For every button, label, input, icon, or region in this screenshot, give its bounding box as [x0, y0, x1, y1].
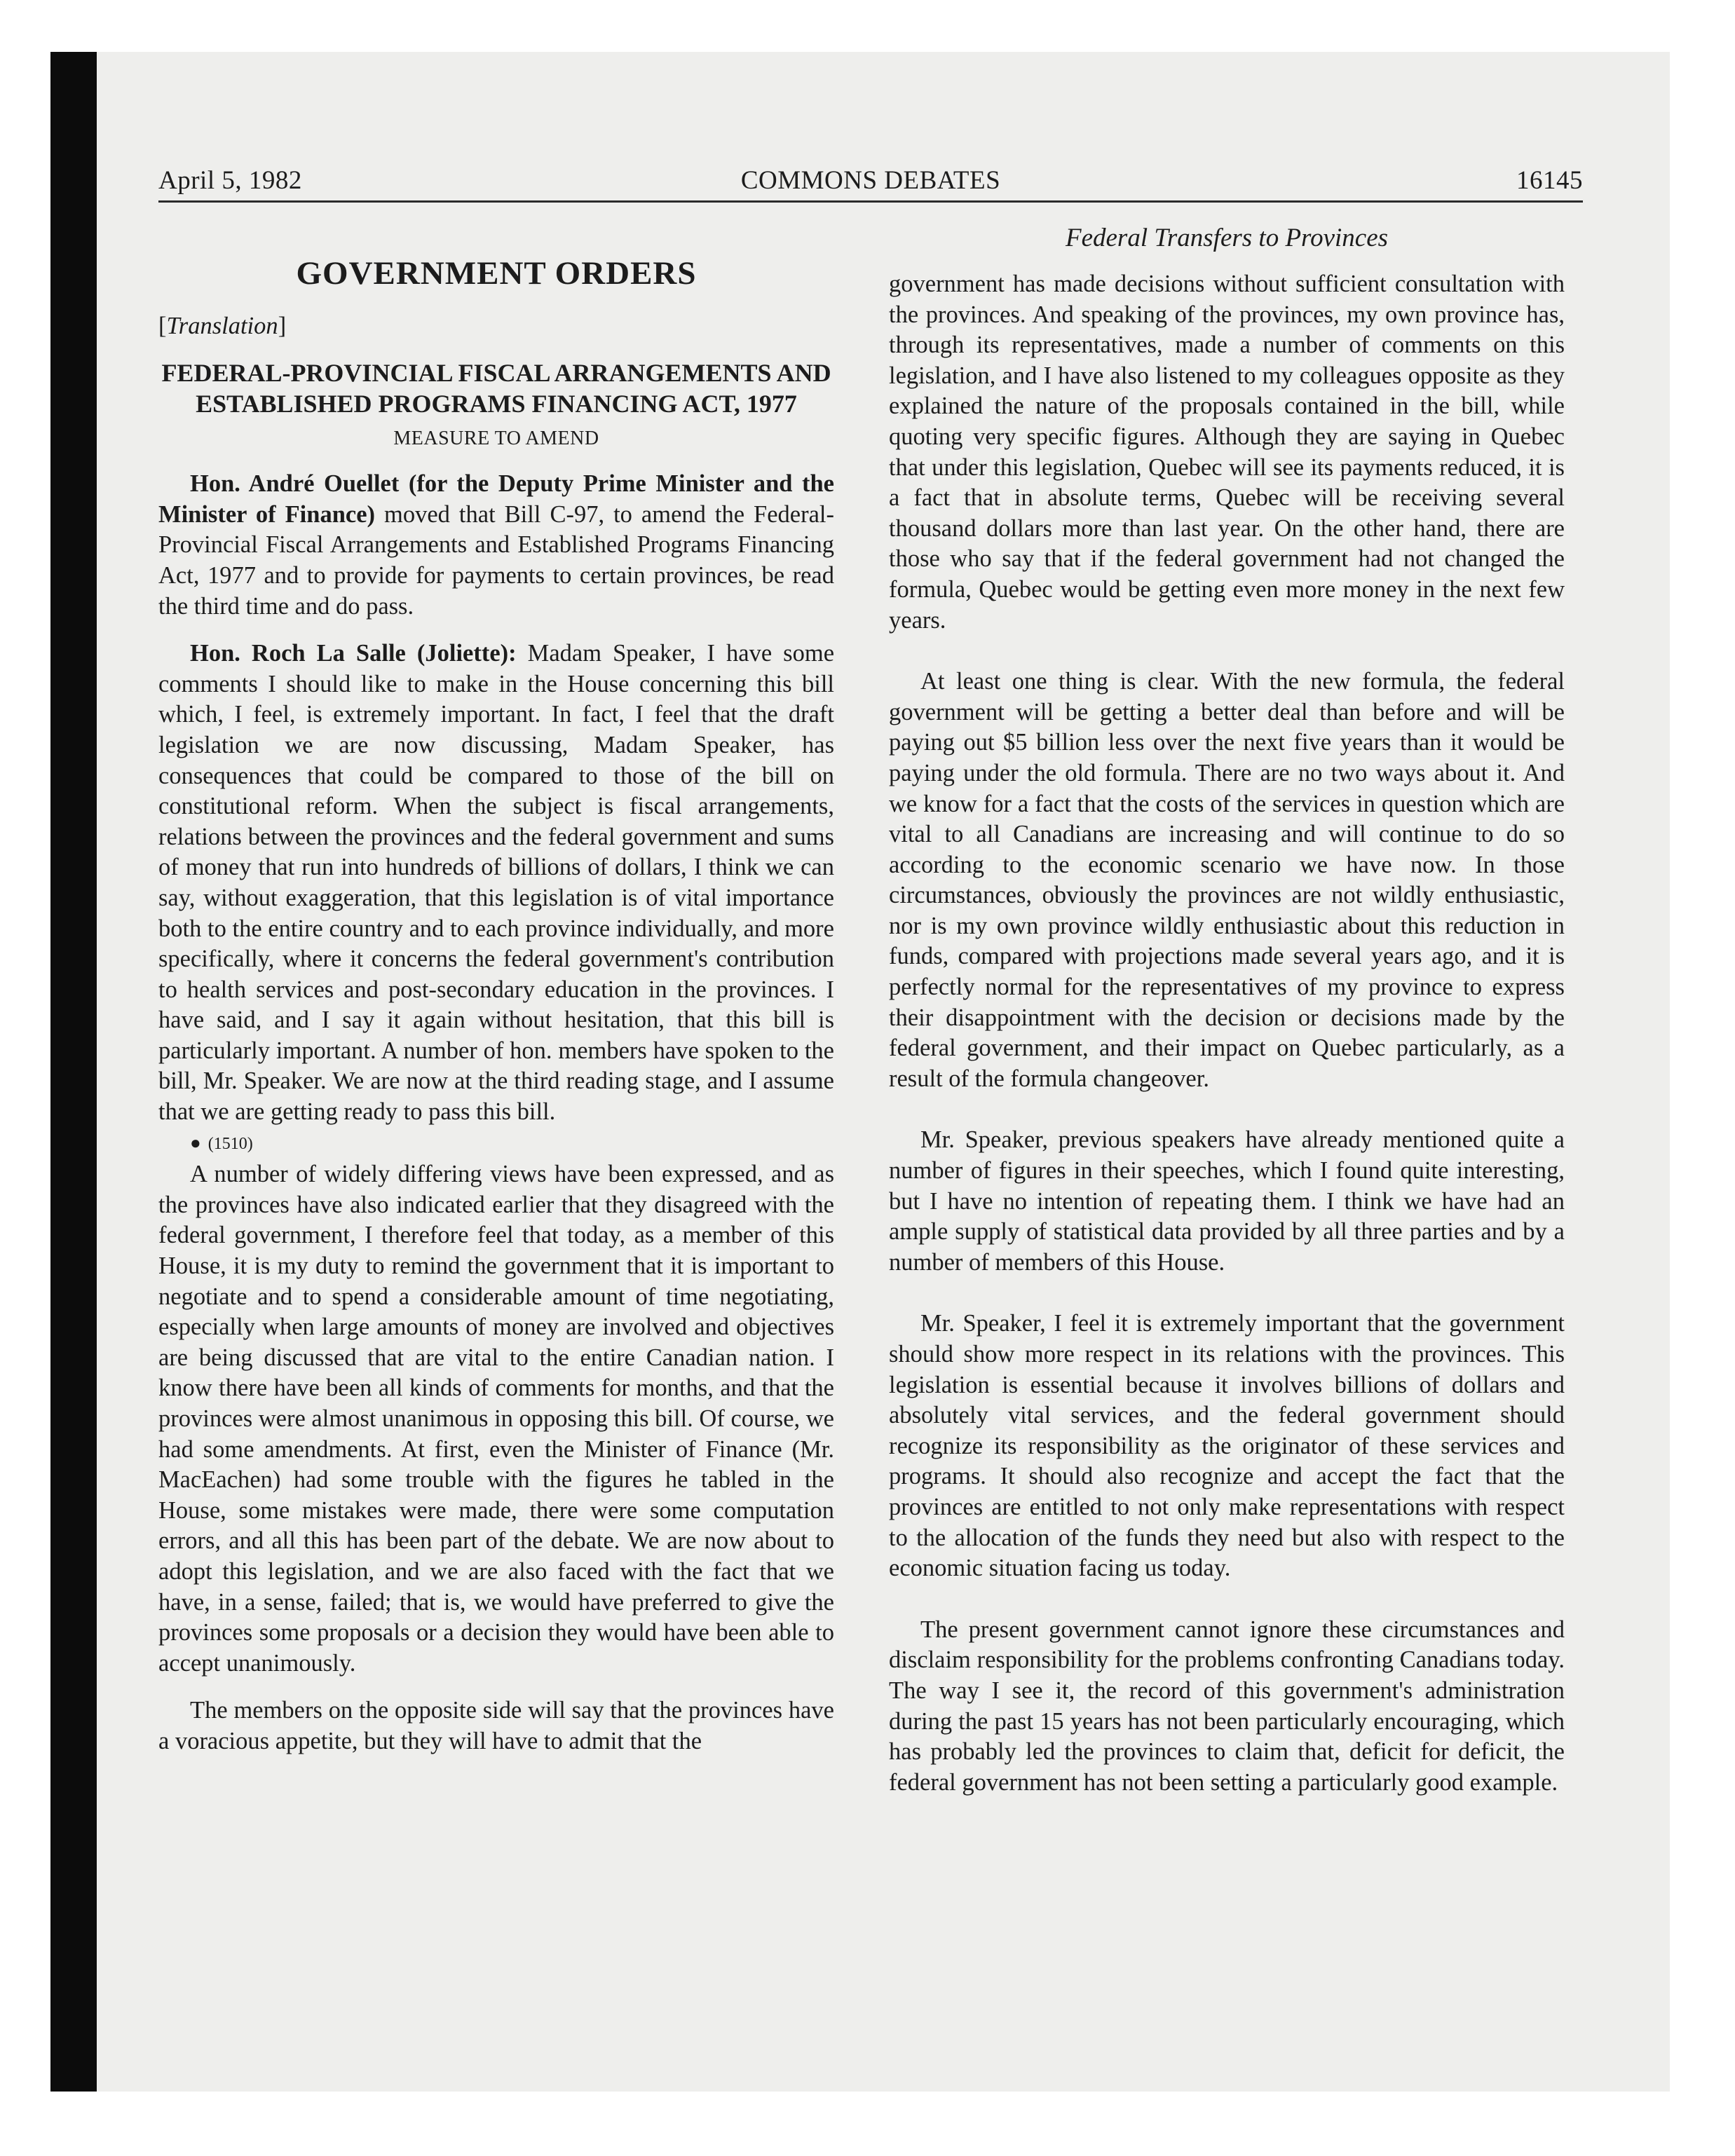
- translation-note: [Translation]: [158, 313, 287, 339]
- bill-subheading: MEASURE TO AMEND: [393, 427, 599, 449]
- page: [158, 165, 1583, 1796]
- header-publication: COMMONS DEBATES: [740, 166, 1001, 195]
- running-header: [158, 165, 1583, 200]
- section-title: GOVERNMENT ORDERS: [296, 255, 697, 292]
- scan-binding-edge: [50, 52, 97, 2092]
- speaker-name: Hon. Roch La Salle (Joliette):: [190, 640, 517, 667]
- header-rule: [158, 200, 1583, 203]
- left-column: [158, 255, 834, 1757]
- column-heading: Federal Transfers to Provinces: [1065, 224, 1389, 252]
- bill-title: FEDERAL-PROVINCIAL FISCAL ARRANGEMENTS AND ESTABLISHED PROGRAMS FINANCING ACT, 1977: [161, 358, 831, 418]
- paragraph: government has made decisions without sufficient consultation with the provinces. And speaking of the provinces, my own province has, through its representatives, made a number of comments on this legislation, and I have also listened to my colleagues opposite as they explained the nature of the proposals contained in the bill, while quoting very specific figures. Although they are saying in Quebec that under this legislation, Quebec will see its payments reduced, it is a fact that in absolute terms, Quebec will be receiving several thousand dollars more than last year. On the other hand, there are those who say that if the federal government had not changed the formula, Quebec would be getting even more money in the next few years.: [889, 271, 1565, 634]
- header-page-number: 16145: [1516, 166, 1583, 195]
- paragraph: At least one thing is clear. With the new formula, the federal government will be getting a better deal than before and will be paying out $5 billion less over the next five years than it would be paying under the old formula. There are no two ways about it. And we know for a fact that the costs of the services in question which are vital to all Canadians are increasing and will continue to do so according to the economic scenario we have now. In those circumstances, obviously the provinces are not wildly enthusiastic, nor is my own province wildly enthusiastic about this reduction in funds, compared with projections made several years ago, and it is perfectly normal for the representatives of my province to express their disappointment with the decision or decisions made by the federal government, and their impact on Quebec particularly, as a result of the formula changeover.: [889, 668, 1565, 1092]
- paragraph: Mr. Speaker, previous speakers have already mentioned quite a number of figures in their speeches, which I found quite interesting, but I have no intention of repeating them. I think we have had an ample supply of statistical data provided by all three parties and by a number of members of this House.: [889, 1126, 1565, 1276]
- speaker-name: Hon. André Ouellet (for the Deputy Prime Minister and the Minister of Finance): [158, 470, 834, 528]
- right-column: [889, 223, 1565, 1798]
- paragraph: The present government cannot ignore these circumstances and disclaim responsibility for the problems confronting Canadians today. The way I see it, the record of this government's administration during the past 15 years has not been particularly encouraging, which has probably led the provinces to claim that, deficit for deficit, the federal government has not been setting a particularly good example.: [889, 1616, 1565, 1796]
- bullet-icon: ●: [190, 1132, 201, 1153]
- paragraph: The members on the opposite side will say that the provinces have a voracious appetite, but they will have to admit that the: [158, 1697, 834, 1754]
- paragraph-ouellet: Hon. André Ouellet (for the Deputy Prime Minister and the Minister of Finance) moved that Bill C-97, to amend the Federal-Provincial Fiscal Arrangements and Established Programs Financing Act, 1977 and to provide for payments to certain provinces, be read the third time and do pass.: [158, 470, 834, 620]
- time-stamp: ● (1510): [190, 1132, 253, 1153]
- header-date: April 5, 1982: [158, 166, 302, 195]
- paragraph-la-salle: Hon. Roch La Salle (Joliette): Madam Speaker, I have some comments I should like to make in the House concerning this bill which, I feel, is extremely important. In fact, I feel that the draft legislation we are now discussing, Madam Speaker, has consequences that could be compared to those of the bill on constitutional reform. When the subject is fiscal arrangements, relations between the provinces and the federal government and sums of money that run into hundreds of billions of dollars, I think we can say, without exaggeration, that this legislation is of vital importance both to the entire country and to each province individually, and more specifically, where it concerns the federal government's contribution to health services and post-secondary education in the provinces. I have said, and I say it again without hesitation, that this bill is particularly important. A number of hon. members have spoken to the bill, Mr. Speaker. We are now at the third reading stage, and I assume that we are getting ready to pass this bill.: [158, 640, 835, 1126]
- paragraph: Mr. Speaker, I feel it is extremely important that the government should show more respect in its relations with the provinces. This legislation is essential because it involves billions of dollars and absolutely vital services, and the federal government should recognize its responsibility as the originator of these services and programs. It should also recognize and accept the fact that the provinces are entitled to not only make representations with respect to the allocation of the funds they need but also with respect to the economic situation facing us today.: [889, 1310, 1565, 1582]
- paragraph: A number of widely differing views have been expressed, and as the provinces have also indicated earlier that they disagreed with the federal government, I therefore feel that today, as a member of this House, it is my duty to remind the government that it is important to negotiate and to spend a considerable amount of time negotiating, especially when large amounts of money are involved and objectives are being discussed that are vital to the entire Canadian nation. I know there have been all kinds of comments for months, and that the provinces were almost unanimous in opposing this bill. Of course, we had some amendments. At first, even the Minister of Finance (Mr. MacEachen) had some trouble with the figures he tabled in the House, some mistakes were made, there were some computation errors, and all this has been part of the debate. We are now about to adopt this legislation, and we are also faced with the fact that we have, in a sense, failed; that is, we would have preferred to give the provinces some proposals or a decision they would have been able to accept unanimously.: [158, 1161, 834, 1677]
